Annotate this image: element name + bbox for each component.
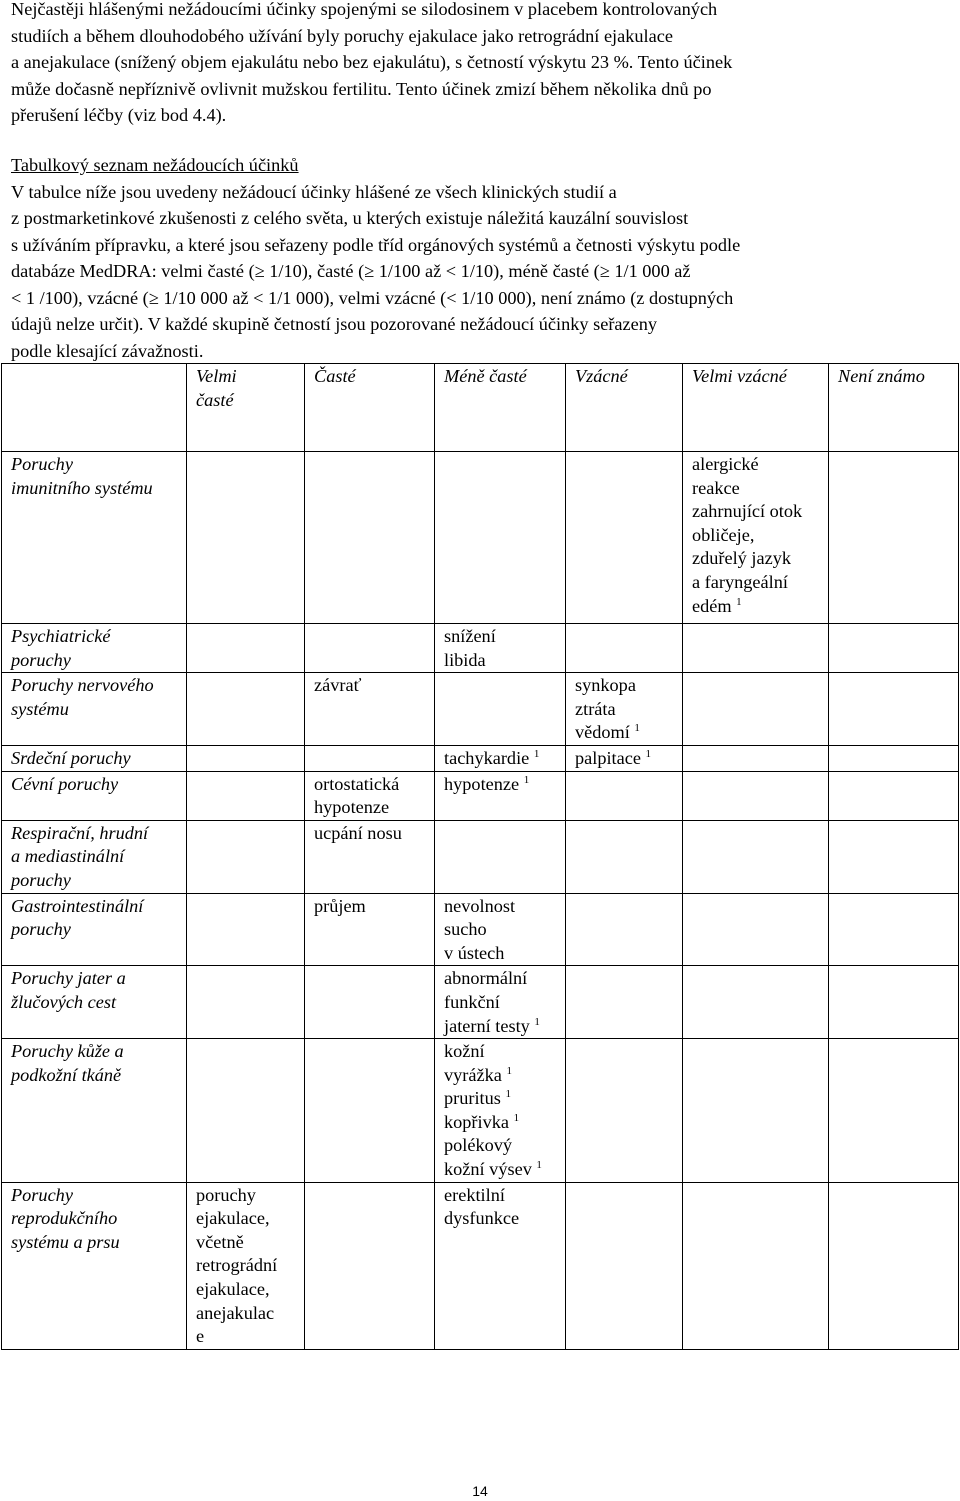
frequency-cell <box>435 624 566 673</box>
frequency-cell <box>566 673 683 746</box>
organ-class-cell <box>2 1039 187 1183</box>
frequency-cell <box>683 893 829 966</box>
cell-line: poruchy <box>11 649 71 670</box>
text-line: studiích a během dlouhodobého užívání byly poruchy ejakulace jako retrográdní ejakulace <box>11 25 673 46</box>
frequency-cell <box>829 745 959 771</box>
text-line: V tabulce níže jsou uvedeny nežádoucí účinky hlášené ze všech klinických studií a <box>11 181 617 202</box>
cell-line: jaterní testy $^1$ <box>444 1015 540 1036</box>
cell-line: obličeje, <box>692 524 755 545</box>
table-row <box>2 1039 959 1183</box>
frequency-cell <box>829 966 959 1039</box>
cell-line: libida <box>444 649 486 670</box>
text-line: přerušení léčby (viz bod 4.4). <box>11 105 227 125</box>
cell-line: časté <box>196 389 234 410</box>
frequency-cell <box>305 624 435 673</box>
cell-line: závrať <box>314 675 362 696</box>
cell-line: ejakulace, <box>196 1279 270 1300</box>
frequency-cell <box>683 1039 829 1183</box>
frequency-cell <box>187 452 305 624</box>
frequency-cell <box>683 820 829 893</box>
frequency-cell <box>187 771 305 820</box>
frequency-cell <box>435 771 566 820</box>
cell-line: Srdeční poruchy <box>11 747 131 768</box>
frequency-cell <box>829 1039 959 1183</box>
cell-line: Poruchy nervového <box>11 675 154 696</box>
text-line: < 1 /100), vzácné (≥ 1/10 000 až < 1/1 000), velmi vzácné (< 1/10 000), není známo (z dostupných <box>11 287 734 308</box>
cell-line: Respirační, hrudní <box>11 822 149 843</box>
cell-line: systému a prsu <box>11 1231 120 1252</box>
cell-line: zduřelý jazyk <box>692 548 791 569</box>
cell-line: Není známo <box>838 366 925 386</box>
frequency-cell <box>829 673 959 746</box>
frequency-cell <box>187 745 305 771</box>
organ-class-cell <box>2 673 187 746</box>
organ-class-cell <box>2 966 187 1039</box>
cell-line: průjem <box>314 895 366 916</box>
cell-line: Poruchy jater a <box>11 968 126 989</box>
cell-line: e <box>196 1326 205 1347</box>
footnote-mark: 1 <box>645 747 652 760</box>
frequency-cell <box>435 452 566 624</box>
frequency-cell <box>305 820 435 893</box>
frequency-cell <box>435 1182 566 1349</box>
frequency-cell <box>683 966 829 1039</box>
cell-line: Poruchy kůže a <box>11 1041 124 1062</box>
cell-line: hypotenze <box>314 797 390 818</box>
cell-line: včetně <box>196 1231 244 1252</box>
frequency-cell <box>683 452 829 624</box>
cell-line: kopřivka $^1$ <box>444 1111 520 1132</box>
footnote-mark: 1 <box>513 1111 520 1124</box>
frequency-cell <box>566 893 683 966</box>
frequency-cell <box>435 820 566 893</box>
adverse-effects-table <box>1 363 959 1350</box>
frequency-cell <box>187 1039 305 1183</box>
column-header <box>305 364 435 452</box>
table-row <box>2 624 959 673</box>
cell-line: poruchy <box>11 919 71 940</box>
cell-line: Cévní poruchy <box>11 773 119 794</box>
cell-line: Časté <box>314 366 356 386</box>
column-header <box>683 364 829 452</box>
frequency-cell <box>435 673 566 746</box>
cell-line: dysfunkce <box>444 1208 520 1229</box>
frequency-cell <box>566 820 683 893</box>
cell-line: sucho <box>444 919 487 940</box>
cell-line: synkopa <box>575 675 636 696</box>
text-line: může dočasně nepříznivě ovlivnit mužskou fertilitu. Tento účinek zmizí během několika dnů po <box>11 78 712 99</box>
frequency-cell <box>435 745 566 771</box>
column-header <box>2 364 187 452</box>
table-row <box>2 1182 959 1349</box>
cell-line: Poruchy <box>11 1184 73 1205</box>
text-line: údajů nelze určit). V každé skupině četností jsou pozorované nežádoucí účinky seřazeny <box>11 314 658 334</box>
cell-line: ucpání nosu <box>314 822 402 843</box>
frequency-cell <box>566 452 683 624</box>
cell-line: anejakulac <box>196 1302 275 1323</box>
cell-line: nevolnost <box>444 895 516 916</box>
frequency-cell <box>829 771 959 820</box>
cell-line: žlučových cest <box>11 991 117 1012</box>
footnote-mark: 1 <box>533 747 540 760</box>
frequency-cell <box>566 1182 683 1349</box>
cell-line: imunitního systému <box>11 477 153 498</box>
footnote-mark: 1 <box>523 773 530 786</box>
cell-line: poruchy <box>196 1184 256 1205</box>
table-row <box>2 771 959 820</box>
cell-line: palpitace $^1$ <box>575 747 652 768</box>
text-line: z postmarketinkové zkušenosti z celého světa, u kterých existuje náležitá kauzální souvislost <box>11 208 689 228</box>
cell-line: a faryngeální <box>692 571 788 592</box>
cell-line: polékový <box>444 1135 513 1156</box>
frequency-cell <box>187 820 305 893</box>
frequency-cell <box>187 673 305 746</box>
cell-line: kožní <box>444 1041 485 1062</box>
table-row <box>2 452 959 624</box>
frequency-cell <box>305 771 435 820</box>
column-header <box>435 364 566 452</box>
frequency-cell <box>683 624 829 673</box>
frequency-cell <box>566 624 683 673</box>
table-row <box>2 966 959 1039</box>
organ-class-cell <box>2 452 187 624</box>
cell-line: ztráta <box>575 698 616 719</box>
frequency-cell <box>683 771 829 820</box>
table-row <box>2 745 959 771</box>
frequency-cell <box>829 820 959 893</box>
frequency-cell <box>435 1039 566 1183</box>
frequency-cell <box>187 966 305 1039</box>
frequency-cell <box>683 745 829 771</box>
section-title: Tabulkový seznam nežádoucích účinků <box>11 155 299 175</box>
footnote-mark: 1 <box>534 1015 540 1028</box>
cell-line: Velmi vzácné <box>692 366 787 386</box>
table-row <box>2 673 959 746</box>
cell-line: a mediastinální <box>11 846 125 867</box>
cell-line: poruchy <box>11 869 71 890</box>
cell-line: reakce <box>692 477 740 498</box>
organ-class-cell <box>2 1182 187 1349</box>
cell-line: Poruchy <box>11 454 73 474</box>
text-line: Nejčastěji hlášenými nežádoucími účinky spojenými se silodosinem v placebem kontrolovaných <box>11 0 718 19</box>
cell-line: vyrážka $^1$ <box>444 1064 512 1085</box>
cell-line: Psychiatrické <box>11 626 111 646</box>
organ-class-cell <box>2 820 187 893</box>
cell-line: retrográdní <box>196 1255 278 1276</box>
cell-line: Velmi <box>196 366 237 386</box>
frequency-cell <box>566 745 683 771</box>
cell-line: ejakulace, <box>196 1208 270 1229</box>
cell-line: snížení <box>444 626 496 646</box>
frequency-cell <box>829 452 959 624</box>
cell-line: alergické <box>692 454 759 474</box>
cell-line: erektilní <box>444 1184 505 1205</box>
column-header <box>829 364 959 452</box>
adverse-effects-section <box>11 152 951 364</box>
frequency-cell <box>305 1039 435 1183</box>
cell-line: podkožní tkáně <box>11 1064 122 1085</box>
column-header <box>187 364 305 452</box>
frequency-cell <box>305 673 435 746</box>
text-line: s užíváním přípravku, a které jsou seřazeny podle tříd orgánových systémů a četnosti výskytu podle <box>11 234 741 255</box>
cell-line: kožní výsev $^1$ <box>444 1159 542 1180</box>
frequency-cell <box>187 1182 305 1349</box>
frequency-cell <box>187 624 305 673</box>
frequency-cell <box>305 745 435 771</box>
cell-line: tachykardie $^1$ <box>444 747 540 768</box>
frequency-cell <box>305 452 435 624</box>
footnote-mark: 1 <box>536 1159 542 1172</box>
frequency-cell <box>187 893 305 966</box>
text-line: podle klesající závažnosti. <box>11 340 204 361</box>
organ-class-cell <box>2 624 187 673</box>
cell-line: Vzácné <box>575 366 628 386</box>
organ-class-cell <box>2 771 187 820</box>
frequency-cell <box>435 966 566 1039</box>
table-body <box>2 452 959 1350</box>
frequency-cell <box>305 1182 435 1349</box>
text-line: databáze MedDRA: velmi časté (≥ 1/10), časté (≥ 1/100 až < 1/10), méně časté (≥ 1/1 000 až <box>11 261 691 281</box>
cell-line: edém $^1$ <box>692 595 742 616</box>
cell-line: reprodukčního <box>11 1208 118 1229</box>
organ-class-cell <box>2 745 187 771</box>
cell-line: abnormální <box>444 968 528 989</box>
cell-line: systému <box>11 698 69 719</box>
page-number: 14 <box>472 1483 488 1499</box>
frequency-cell <box>683 673 829 746</box>
cell-line: vědomí $^1$ <box>575 722 640 743</box>
cell-line: ortostatická <box>314 773 400 794</box>
frequency-cell <box>435 893 566 966</box>
frequency-cell <box>566 771 683 820</box>
frequency-cell <box>829 1182 959 1349</box>
cell-line: pruritus $^1$ <box>444 1088 511 1109</box>
footnote-mark: 1 <box>506 1064 512 1077</box>
frequency-cell <box>305 893 435 966</box>
table-row <box>2 893 959 966</box>
cell-line: zahrnující otok <box>692 501 803 522</box>
frequency-cell <box>566 966 683 1039</box>
footnote-mark: 1 <box>634 722 640 735</box>
frequency-cell <box>305 966 435 1039</box>
frequency-cell <box>566 1039 683 1183</box>
frequency-cell <box>683 1182 829 1349</box>
cell-line: v ústech <box>444 942 505 963</box>
cell-line: hypotenze $^1$ <box>444 773 530 794</box>
footnote-mark: 1 <box>505 1088 511 1101</box>
section-text <box>11 179 951 365</box>
footnote-mark: 1 <box>736 595 742 608</box>
frequency-cell <box>829 624 959 673</box>
table-row <box>2 820 959 893</box>
cell-line: funkční <box>444 991 500 1012</box>
cell-line: Méně časté <box>444 366 527 386</box>
table-header-row <box>2 364 959 452</box>
cell-line: Gastrointestinální <box>11 895 144 916</box>
text-line: a anejakulace (snížený objem ejakulátu nebo bez ejakulátu), s četností výskytu 23 %. Tento účinek <box>11 52 733 72</box>
intro-paragraph <box>11 0 951 129</box>
organ-class-cell <box>2 893 187 966</box>
frequency-cell <box>829 893 959 966</box>
column-header <box>566 364 683 452</box>
